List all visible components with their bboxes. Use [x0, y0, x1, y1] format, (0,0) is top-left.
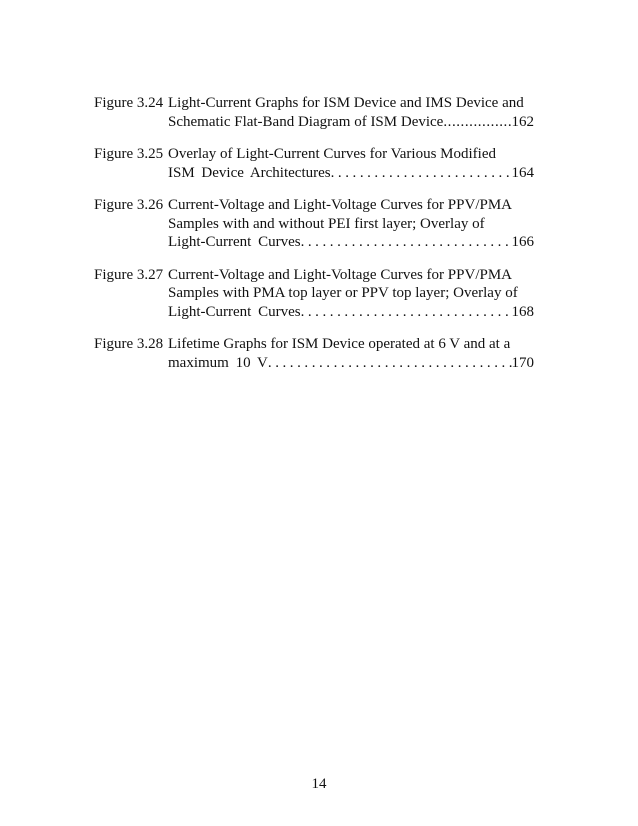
entry-title: [168, 335, 534, 372]
dot-leader: [301, 303, 512, 322]
page-number-ref: 168: [511, 303, 534, 320]
figure-label: Figure 3.28: [94, 336, 164, 352]
entry-title: [168, 94, 534, 131]
title-last-line: maximum 10 V: [168, 354, 268, 371]
dot-leader: [331, 164, 512, 183]
title-last-line: Light-Current Curves: [168, 234, 301, 250]
title-line: Light-Current Graphs for ISM Device and IMS Device and: [168, 95, 524, 111]
dot-leader: [268, 354, 512, 373]
toc-entry-figure-3-26: [94, 196, 534, 252]
title-line: Current-Voltage and Light-Voltage Curves for PPV/PMA: [168, 266, 512, 283]
entry-title: [168, 266, 534, 322]
toc-entry-figure-3-28: [94, 335, 534, 372]
dot-leader: [443, 113, 511, 132]
title-line: Current-Voltage and Light-Voltage Curves for PPV/PMA: [168, 197, 512, 213]
figure-label: Figure 3.25: [94, 146, 164, 162]
toc-entry-figure-3-24: [94, 94, 534, 131]
title-line: Samples with and without PEI first layer; Overlay of: [168, 215, 485, 232]
title-line: Samples with PMA top layer or PPV top layer; Overlay of: [168, 285, 518, 301]
list-of-figures: [94, 94, 534, 386]
page-number-ref: 162: [511, 113, 534, 130]
title-line: Overlay of Light-Current Curves for Various Modified: [168, 146, 496, 162]
toc-entry-figure-3-25: [94, 145, 534, 182]
entry-title: [168, 196, 534, 252]
dot-leader: [301, 233, 512, 252]
figure-label: Figure 3.26: [94, 197, 164, 213]
title-last-line: Schematic Flat-Band Diagram of ISM Device: [168, 113, 444, 130]
figure-label: Figure 3.24: [94, 95, 164, 111]
page-number-ref: 170: [511, 354, 534, 371]
page-number: 14: [311, 776, 327, 792]
figure-label: Figure 3.27: [94, 266, 164, 283]
toc-entry-figure-3-27: [94, 266, 534, 322]
title-last-line: ISM Device Architectures: [168, 164, 331, 181]
title-last-line: Light-Current Curves: [168, 303, 301, 320]
page-number-ref: 166: [511, 234, 534, 250]
entry-title: [168, 145, 534, 182]
title-line: Lifetime Graphs for ISM Device operated at 6 V and at a: [168, 336, 511, 352]
page-number-ref: 164: [511, 164, 534, 181]
